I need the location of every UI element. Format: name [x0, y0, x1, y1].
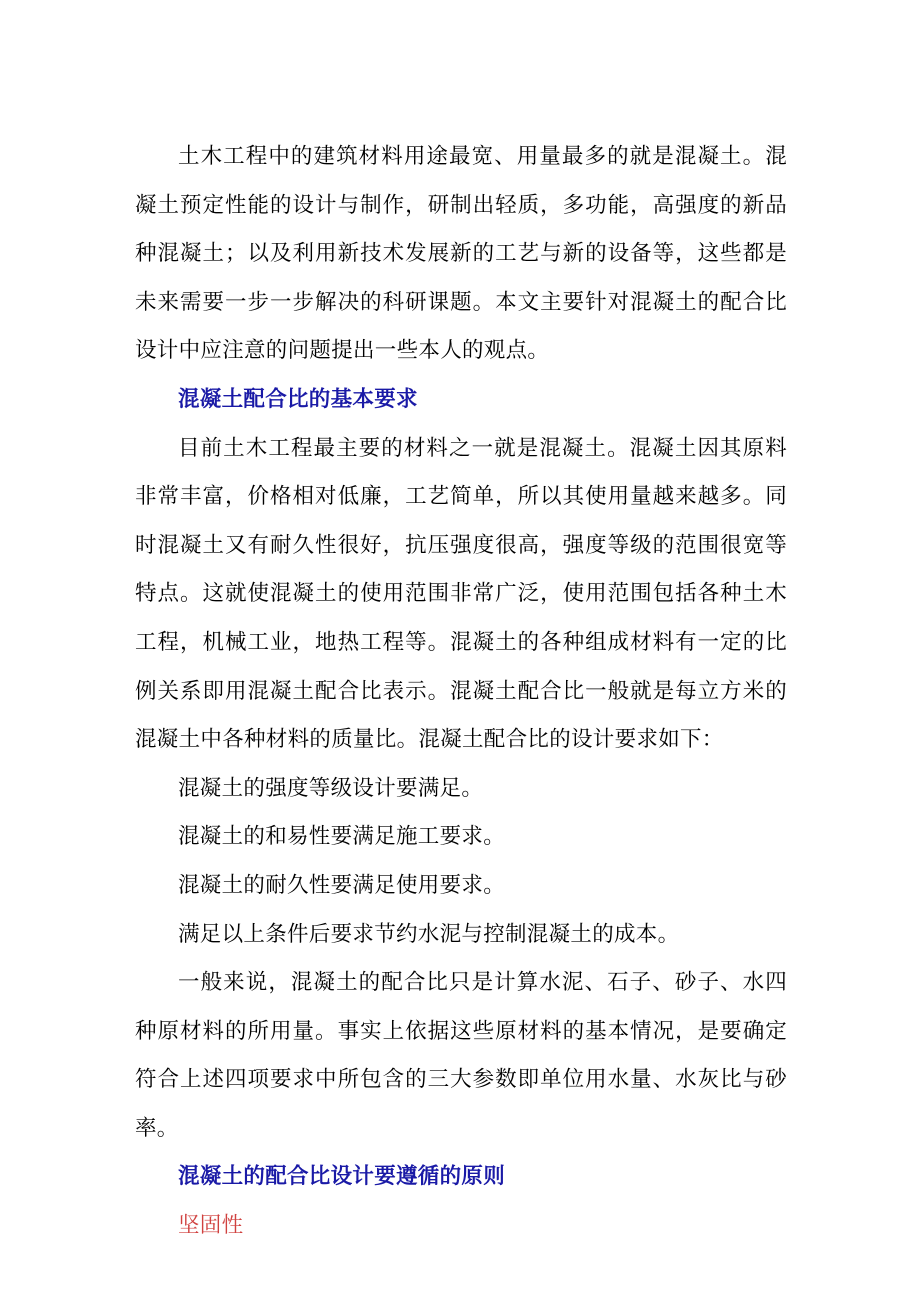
section1-heading: 混凝土配合比的基本要求: [178, 386, 418, 412]
document-body: [135, 133, 787, 1251]
requirement-item: 满足以上条件后要求节约水泥与控制混凝土的成本。: [178, 921, 680, 947]
requirement-item: 混凝土的耐久性要满足使用要求。: [178, 872, 506, 898]
section2-subheading: 坚固性: [178, 1213, 244, 1239]
intro-paragraph: 土木工程中的建筑材料用途最宽、用量最多的就是混凝土。混凝土预定性能的设计与制作，研制出轻质，多功能，高强度的新品种混凝土；以及利用新技术发展新的工艺与新的设备等，这些都是未来需要一步一步解决的科研课题。本文主要针对混凝土的配合比设计中应注意的问题提出一些本人的观点。: [135, 144, 787, 364]
requirement-item: 混凝土的强度等级设计要满足。: [178, 775, 484, 801]
section1-closing-paragraph: 一般来说，混凝土的配合比只是计算水泥、石子、砂子、水四种原材料的所用量。事实上依据这些原材料的基本情况，是要确定符合上述四项要求中所包含的三大参数即单位用水量、水灰比与砂率。: [135, 970, 787, 1141]
section2-heading: 混凝土的配合比设计要遵循的原则: [178, 1164, 506, 1190]
section1-paragraph: 目前土木工程最主要的材料之一就是混凝土。混凝土因其原料非常丰富，价格相对低廉，工艺简单，所以其使用量越来越多。同时混凝土又有耐久性很好，抗压强度很高，强度等级的范围很宽等特点。这就使混凝土的使用范围非常广泛，使用范围包括各种土木工程，机械工业，地热工程等。混凝土的各种组成材料有一定的比例关系即用混凝土配合比表示。混凝土配合比一般就是每立方米的混凝土中各种材料的质量比。混凝土配合比的设计要求如下：: [135, 435, 787, 753]
requirement-item: 混凝土的和易性要满足施工要求。: [178, 824, 506, 850]
